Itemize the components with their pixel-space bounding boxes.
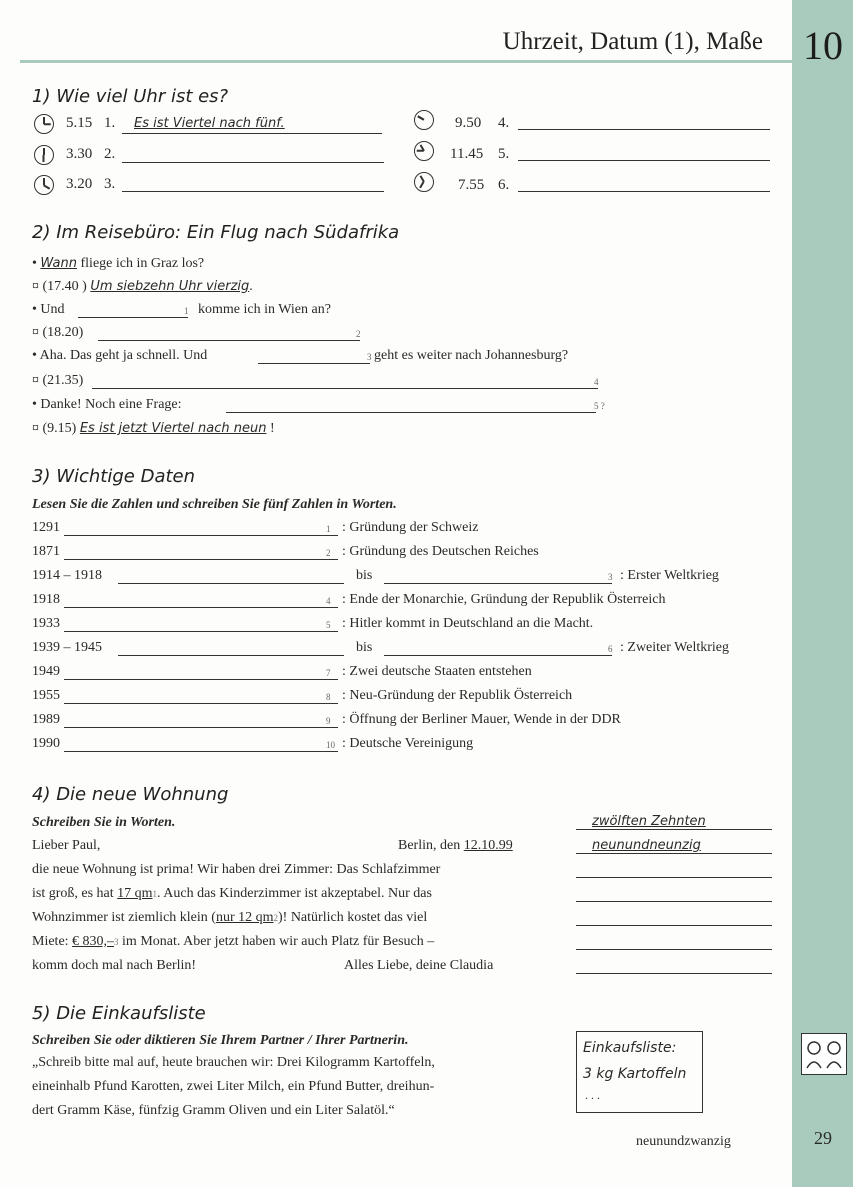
blank-number: 2 [326,548,331,558]
shopping-list-note [576,1031,703,1113]
answer-line [98,340,360,341]
dialog-time: ¤ (18.20) [32,325,84,340]
dialog-line: • Danke! Noch eine Frage: [32,397,182,412]
dialog-line: fliege ich in Graz los? [80,256,205,271]
answer-date-words: zwölften Zehnten [592,814,706,829]
dialog-line: komme ich in Wien an? [198,302,331,317]
page-title: Uhrzeit, Datum (1), Maße [502,28,763,55]
year-label: 1871 [32,544,60,559]
answer-line [64,751,338,752]
instruction: Schreiben Sie in Worten. [32,815,176,830]
quote-line: „Schreib bitte mal auf, heute brauchen wir: Drei Kilogramm Kartoffeln, [32,1055,435,1070]
dialog-time: ¤ (21.35) [32,373,84,388]
year-label: 1955 [32,688,60,703]
section4-heading: 4) Die neue Wohnung [32,784,229,805]
answer-year-words: neunundneunzig [592,838,701,853]
answer-line [64,607,338,608]
value-underlined: nur 12 qm [215,910,274,925]
section3-heading: 3) Wichtige Daten [32,466,196,487]
bis-label: bis [356,640,373,655]
page-number: 29 [814,1128,832,1148]
instruction: Schreiben Sie oder diktieren Sie Ihrem Partner / Ihrer Partnerin. [32,1033,409,1048]
value-underlined: € 830,– [72,934,115,949]
dialog-line: • Aha. Das geht ja schnell. Und [32,348,208,363]
time-label: 11.45 [450,146,484,162]
note-dots: . . . [585,1088,600,1102]
year-label: 1933 [32,616,60,631]
answer-line [118,655,344,656]
blank-number: 3 [608,572,613,582]
year-label: 1914 – 1918 [32,568,102,583]
answer-line [384,655,612,656]
page-number-words: neunundzwanzig [636,1134,731,1149]
answer-time: Um siebzehn Uhr vierzig [90,279,250,294]
clock-icon [414,172,434,192]
dialog-time: ¤ (9.15) [32,421,77,436]
dialog-line: geht es weiter nach Johannesburg? [374,348,569,363]
answer-line [576,877,772,878]
chapter-number: 10 [803,23,843,68]
dialog-line: • Und [32,302,65,317]
answer-line [576,853,772,854]
note-item: 3 kg Kartoffeln [583,1066,687,1082]
item-number: 4. [498,115,510,131]
item-number: 1. [104,115,116,131]
answer-wann: Wann [40,256,77,271]
letter-date-label: Berlin, den [398,838,461,853]
time-label: 3.30 [66,146,93,162]
year-label: 1939 – 1945 [32,640,102,655]
letter-line: die neue Wohnung ist prima! Wir haben drei Zimmer: Das Schlafzimmer [32,862,441,877]
answer-time: Es ist jetzt Viertel nach neun [79,421,267,436]
blank-number: 4 [326,596,331,606]
instruction: Lesen Sie die Zahlen und schreiben Sie fünf Zahlen in Worten. [32,497,397,512]
section2-heading: 2) Im Reisebüro: Ein Flug nach Südafrika [32,222,400,243]
answer-line [122,162,384,163]
event-label: : Zwei deutsche Staaten entstehen [342,664,532,679]
blank-number: 7 [326,668,331,678]
answer-line [258,363,370,364]
answer-line [64,631,338,632]
value-underlined: 17 qm [117,886,153,901]
time-label: 3.20 [66,176,93,192]
blank-number: 10 [326,740,335,750]
letter-date: 12.10.99 [463,838,513,853]
answer-line [576,949,772,950]
time-label: 5.15 [66,115,93,131]
answer-line [64,727,338,728]
chapter-sidebar [792,0,853,1187]
section5-heading: 5) Die Einkaufsliste [32,1003,206,1024]
answer-1: Es ist Viertel nach fünf. [134,116,285,131]
year-label: 1291 [32,520,60,535]
header-bar [20,60,792,63]
blank-number: 9 [326,716,331,726]
answer-line [122,191,384,192]
year-label: 1918 [32,592,60,607]
answer-line [576,829,772,830]
bis-label: bis [356,568,373,583]
event-label: : Gründung des Deutschen Reiches [342,544,539,559]
answer-line [64,703,338,704]
event-label: : Erster Weltkrieg [620,568,719,583]
quote-line: dert Gramm Käse, fünfzig Gramm Oliven und ein Liter Salatöl.“ [32,1103,395,1118]
answer-line [92,388,598,389]
note-title: Einkaufsliste: [583,1040,677,1056]
answer-line [576,901,772,902]
letter-line: komm doch mal nach Berlin! [32,958,197,973]
quote-line: eineinhalb Pfund Karotten, zwei Liter Milch, ein Pfund Butter, dreihun- [32,1079,435,1094]
answer-line [118,583,344,584]
item-number: 5. [498,146,510,162]
clock-icon [34,145,54,165]
event-label: : Ende der Monarchie, Gründung der Republik Österreich [342,592,666,607]
year-label: 1989 [32,712,60,727]
item-number: 6. [498,177,510,193]
blank-number: 8 [326,692,331,702]
year-label: 1990 [32,736,60,751]
blank-number: 6 [608,644,613,654]
clock-icon [414,141,434,161]
bullet: • [32,256,37,271]
answer-line [122,133,382,134]
event-label: : Gründung der Schweiz [342,520,479,535]
clock-icon [34,175,54,195]
event-label: : Zweiter Weltkrieg [620,640,730,655]
event-label: : Neu-Gründung der Republik Österreich [342,688,573,703]
answer-line [78,317,188,318]
time-label: 7.55 [458,177,485,193]
clock-icon [34,114,54,134]
event-label: : Deutsche Vereinigung [342,736,474,751]
answer-line [64,559,338,560]
answer-line [518,191,770,192]
time-label: 9.50 [455,115,482,131]
event-label: : Öffnung der Berliner Mauer, Wende in der DDR [342,712,621,727]
answer-line [576,925,772,926]
blank-number: 1 [326,524,331,534]
event-label: : Hitler kommt in Deutschland an die Macht. [342,616,594,631]
letter-signoff: Alles Liebe, deine Claudia [344,958,494,973]
answer-line [384,583,612,584]
blank-number: 5 [326,620,331,630]
year-label: 1949 [32,664,60,679]
item-number: 3. [104,176,116,192]
section1-heading: 1) Wie viel Uhr ist es? [32,86,229,107]
answer-line [518,129,770,130]
item-number: 2. [104,146,116,162]
answer-line [64,679,338,680]
answer-line [64,535,338,536]
clock-icon [414,110,434,130]
dialog-people-icon [801,1033,847,1075]
answer-line [576,973,772,974]
answer-line [518,160,770,161]
answer-line [226,412,596,413]
letter-greeting: Lieber Paul, [32,838,101,853]
dialog-time: ¤ (17.40 ) [32,279,87,294]
